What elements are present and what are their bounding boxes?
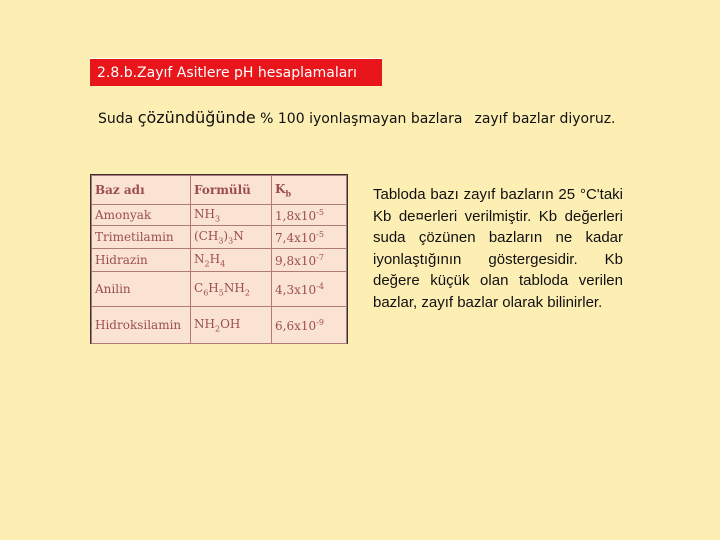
explanation-paragraph: Tabloda bazı zayıf bazların 25 °C'taki Kb de¤erleri verilmiştir. Kb değerleri suda çözünen bazların ne kadar iyonlaştığının göstergesidir. Kb değere küçük olan tabloda verilen bazlar, zayıf bazlar olarak bilinirler. (373, 186, 623, 311)
table-row (92, 249, 347, 272)
table-row (92, 307, 347, 344)
base-formula: $C_6H_5NH_2$ (191, 272, 272, 307)
base-kb: $1,8x10^{-5}$ (272, 205, 347, 226)
weak-bases-table (90, 174, 348, 344)
base-kb: $6,6x10^{-9}$ (272, 307, 347, 344)
base-name: Hidrazin (92, 249, 191, 272)
section-title: 2.8.b.Zayıf Asitlere pH hesaplamaları (90, 58, 382, 86)
intro-part-4: zayıf bazlar diyoruz. (474, 111, 616, 127)
header-base-name: Baz adı (92, 176, 191, 205)
base-formula: $N_2H_4$ (191, 249, 272, 272)
intro-part-1: Suda (98, 111, 138, 127)
base-name: Anilin (92, 272, 191, 307)
base-kb: $7,4x10^{-5}$ (272, 226, 347, 249)
base-kb: $4,3x10^{-4}$ (272, 272, 347, 307)
header-formula: Formülü (191, 176, 272, 205)
table-row (92, 226, 347, 249)
base-formula: $NH_2OH$ (191, 307, 272, 344)
table-row (92, 272, 347, 307)
header-kb: $K_b$ (272, 176, 347, 205)
base-kb: $9,8x10^{-7}$ (272, 249, 347, 272)
base-formula: $NH_3$ (191, 205, 272, 226)
table-row (92, 205, 347, 226)
base-name: Trimetilamin (92, 226, 191, 249)
table-header-row (92, 176, 347, 205)
intro-part-3: % 100 iyonlaşmayan bazlara (255, 111, 463, 127)
intro-sentence (98, 108, 616, 127)
base-name: Hidroksilamin (92, 307, 191, 344)
intro-part-2: çözündüğünde (137, 108, 256, 127)
base-formula: $(CH_3)_3N$ (191, 226, 272, 249)
base-name: Amonyak (92, 205, 191, 226)
